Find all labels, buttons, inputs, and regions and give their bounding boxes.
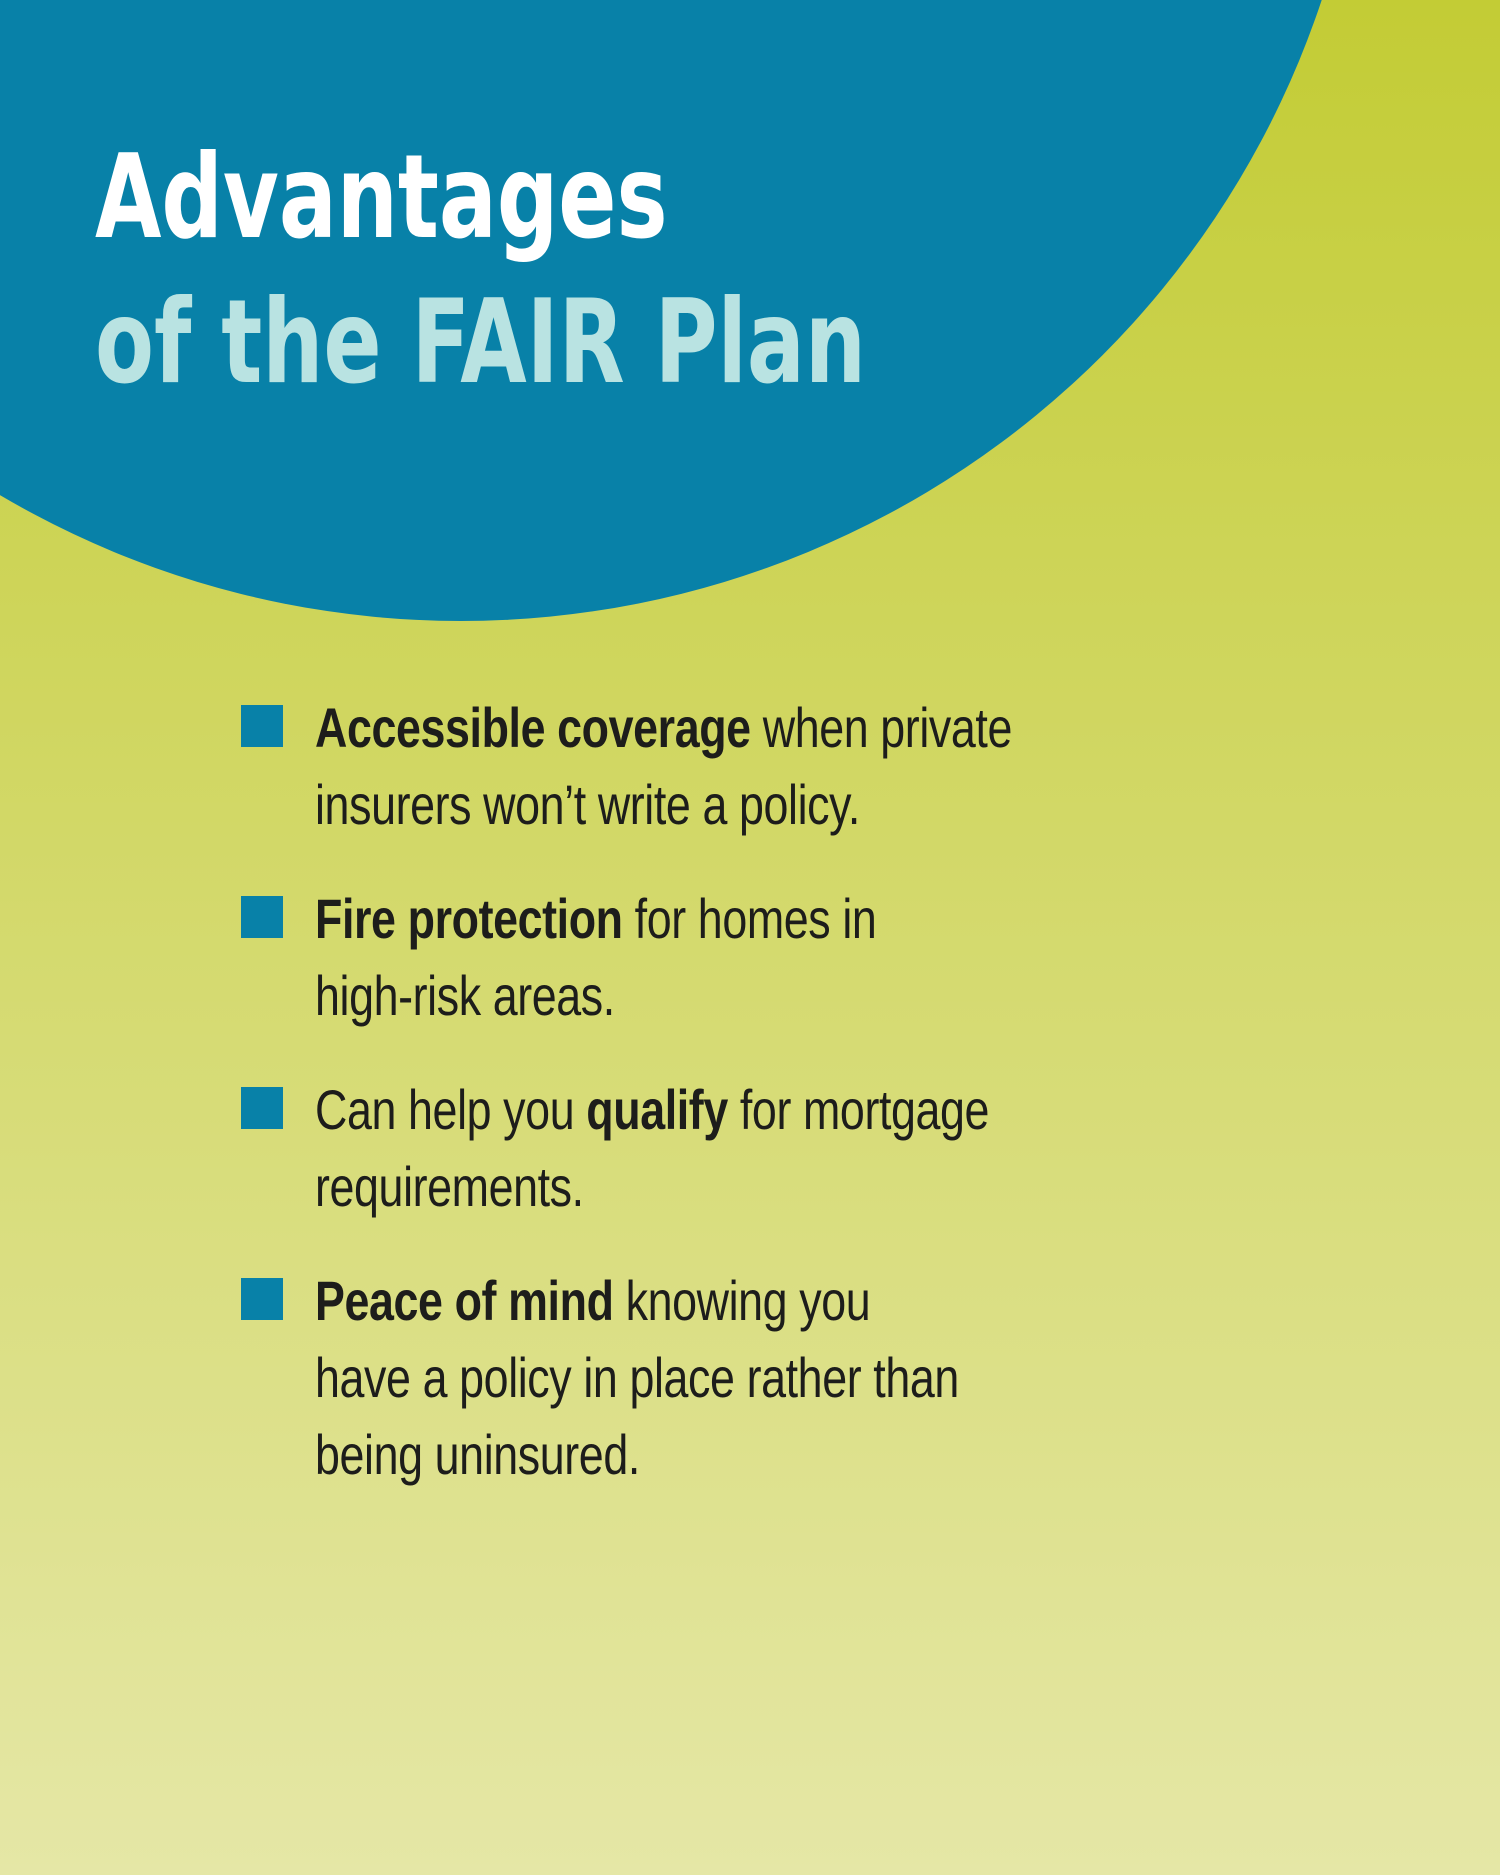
text-segment: when private (750, 696, 1012, 759)
text-segment: requirements. (315, 1155, 584, 1218)
advantages-list (241, 689, 1186, 1530)
list-item-line (315, 689, 1012, 766)
square-bullet-icon (241, 705, 283, 747)
list-item-text (315, 1262, 959, 1493)
bold-text-segment: Accessible coverage (315, 696, 751, 759)
text-segment: Can help you (315, 1078, 587, 1141)
list-item-text (315, 689, 1012, 843)
list-item (241, 1262, 1186, 1493)
bold-text-segment: qualify (586, 1078, 728, 1141)
bold-text-segment: Fire protection (315, 887, 623, 950)
bold-text-segment: Peace of mind (315, 1269, 614, 1332)
list-item-line (315, 1262, 959, 1339)
square-bullet-icon (241, 1278, 283, 1320)
title-line-1: Advantages (95, 130, 668, 265)
page-title (95, 125, 866, 415)
text-segment: have a policy in place rather than (315, 1346, 959, 1409)
list-item-line (315, 1416, 959, 1493)
list-item-line (315, 1148, 989, 1225)
list-item-line (315, 1071, 989, 1148)
text-segment: being uninsured. (315, 1423, 640, 1486)
text-segment: insurers won’t write a policy. (315, 773, 860, 836)
list-item (241, 1071, 1186, 1225)
list-item-line (315, 880, 876, 957)
text-segment: for mortgage (727, 1078, 990, 1141)
text-segment: knowing you (613, 1269, 871, 1332)
list-item-text (315, 1071, 989, 1225)
title-line-2: of the FAIR Plan (95, 275, 866, 410)
list-item-line (315, 1339, 959, 1416)
list-item (241, 689, 1186, 843)
list-item-line (315, 766, 1012, 843)
text-segment: high-risk areas. (315, 964, 615, 1027)
square-bullet-icon (241, 896, 283, 938)
list-item-text (315, 880, 876, 1034)
list-item-line (315, 957, 876, 1034)
square-bullet-icon (241, 1087, 283, 1129)
list-item (241, 880, 1186, 1034)
text-segment: for homes in (622, 887, 877, 950)
